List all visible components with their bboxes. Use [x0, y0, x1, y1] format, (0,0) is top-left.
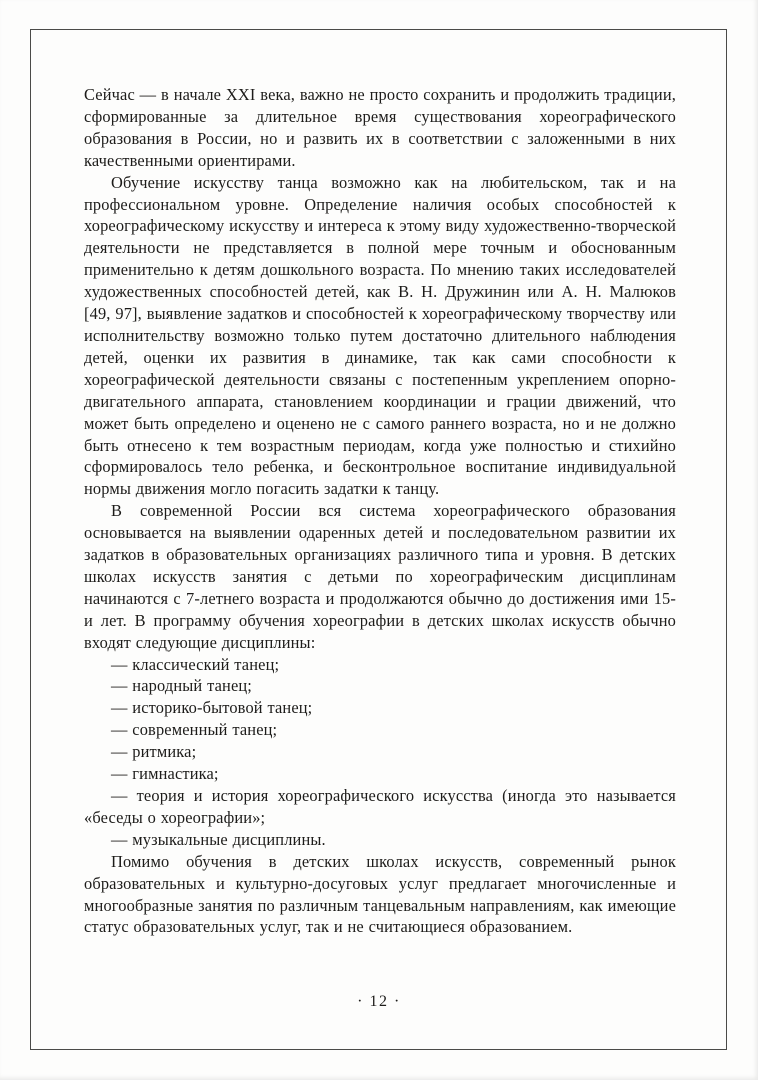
list-item-classical-dance: — классический танец;: [111, 654, 280, 674]
list-item-music-disciplines: — музыкальные дисциплины.: [111, 829, 326, 849]
list-item-theory-history: — теория и история хореографического искусства (иногда это называется «беседы о хореографии»;: [84, 786, 676, 827]
list-item-rhythmics: — ритмика;: [111, 742, 197, 762]
paragraph-education-system: В современной России вся система хореографического образования основывается на выявлении одаренных детей и последовательном развитии их задатков в образовательных организациях различного типа и уровня. В детских школах искусств занятия с детьми по хореографическим дисциплинам начинаются с 7-летнего возраста и продолжаются обычно до достижения ими 15-и лет. В программу обучения хореографии в детских школах искусств обычно входят следующие дисциплины:: [84, 501, 676, 652]
list-item-gymnastics: — гимнастика;: [111, 764, 219, 784]
paragraph-market: Помимо обучения в детских школах искусств, современный рынок образовательных и культурно-досуговых услуг предлагает многочисленные и многообразные занятия по различным танцевальным направлениям, как имеющие статус образовательных услуг, так и не считающиеся образованием.: [84, 851, 676, 937]
list-item-folk-dance: — народный танец;: [111, 676, 253, 696]
text-block: [84, 84, 676, 938]
list-item-historical-dance: — историко-бытовой танец;: [111, 698, 313, 718]
page-number: · 12 ·: [357, 993, 401, 1010]
list-item-modern-dance: — современный танец;: [111, 720, 278, 740]
paragraph-abilities: Обучение искусству танца возможно как на любительском, так и на профессиональном уровне. Определение наличия особых способностей к хореографическому искусству и интереса к этому виду художественно-творческой деятельности не представляется в полной мере точным и обоснованным применительно к детям дошкольного возраста. По мнению таких исследователей художественных способностей детей, как В. Н. Дружинин или А. Н. Малюков [49, 97], выявление задатков и способностей к хореографическому творчеству или исполнительству возможно только путем достаточно длительного наблюдения детей, оценки их развития в динамике, так как сами способности к хореографической деятельности связаны с постепенным укреплением опорно-двигательного аппарата, становлением координации и грации движений, что может быть определено и оценено не с самого раннего возраста, но и не должно быть отнесено к тем возрастным периодам, когда уже полностью и стихийно сформировалось тело ребенка, и бесконтрольное воспитание индивидуальной нормы движения могло погасить задатки к танцу.: [84, 172, 676, 499]
paragraph-traditions: Сейчас — в начале XXI века, важно не просто сохранить и продолжить традиции, сформированные за длительное время существования хореографического образования в России, но и развить их в соответствии с заложенными в них качественными ориентирами.: [84, 85, 676, 170]
